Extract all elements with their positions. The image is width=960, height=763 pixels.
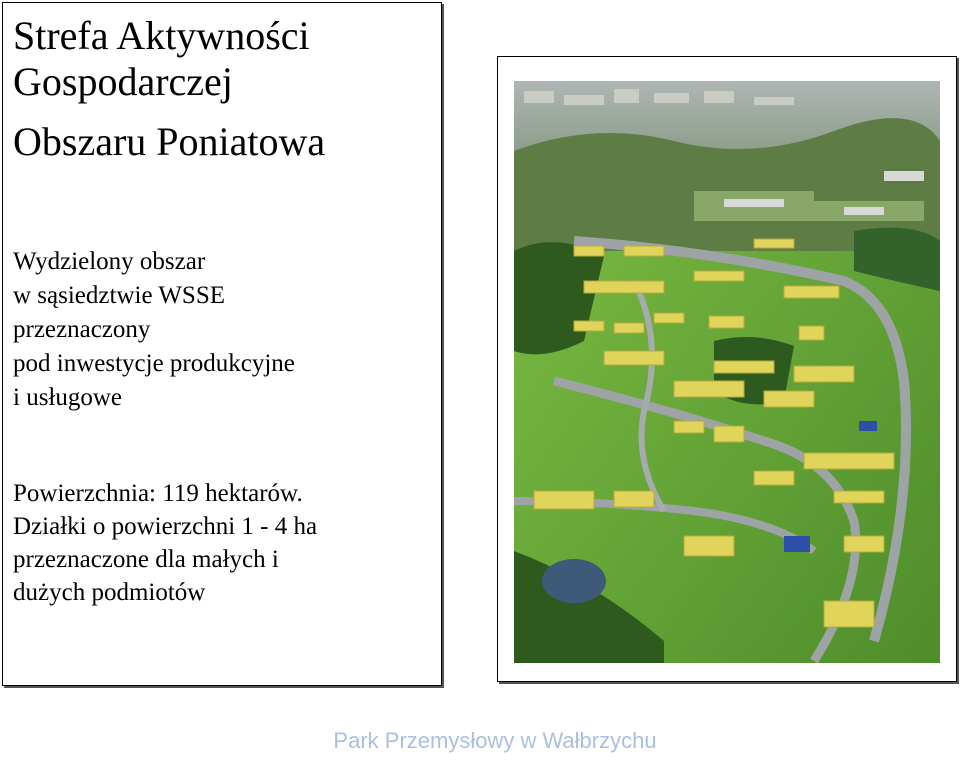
text-panel xyxy=(2,2,442,686)
page-title xyxy=(13,13,325,165)
footer-text: Park Przemysłowy w Wałbrzychu xyxy=(333,728,657,753)
blue-units xyxy=(859,421,877,431)
details-line: dużych podmiotów xyxy=(13,579,206,606)
description-line: przeznaczony xyxy=(13,316,151,343)
pond xyxy=(542,559,606,603)
details-line: Działki o powierzchni 1 - 4 ha xyxy=(13,513,318,540)
description xyxy=(13,245,295,415)
description-line: Wydzielony obszar xyxy=(13,248,206,275)
title-line-1: Strefa Aktywności xyxy=(13,13,310,58)
description-line: pod inwestycje produkcyjne xyxy=(13,350,295,377)
blue-units xyxy=(784,536,810,552)
title-line-3: Obszaru Poniatowa xyxy=(13,119,326,164)
photo-frame xyxy=(497,56,957,682)
description-line: i usługowe xyxy=(13,384,123,411)
details-line: przeznaczone dla małych i xyxy=(13,546,279,573)
description-line: w sąsiedztwie WSSE xyxy=(13,282,226,309)
aerial-rendering-image xyxy=(514,81,940,663)
details-line: Powierzchnia: 119 hektarów. xyxy=(13,480,303,507)
title-line-2: Gospodarczej xyxy=(13,59,233,104)
details xyxy=(13,477,317,609)
